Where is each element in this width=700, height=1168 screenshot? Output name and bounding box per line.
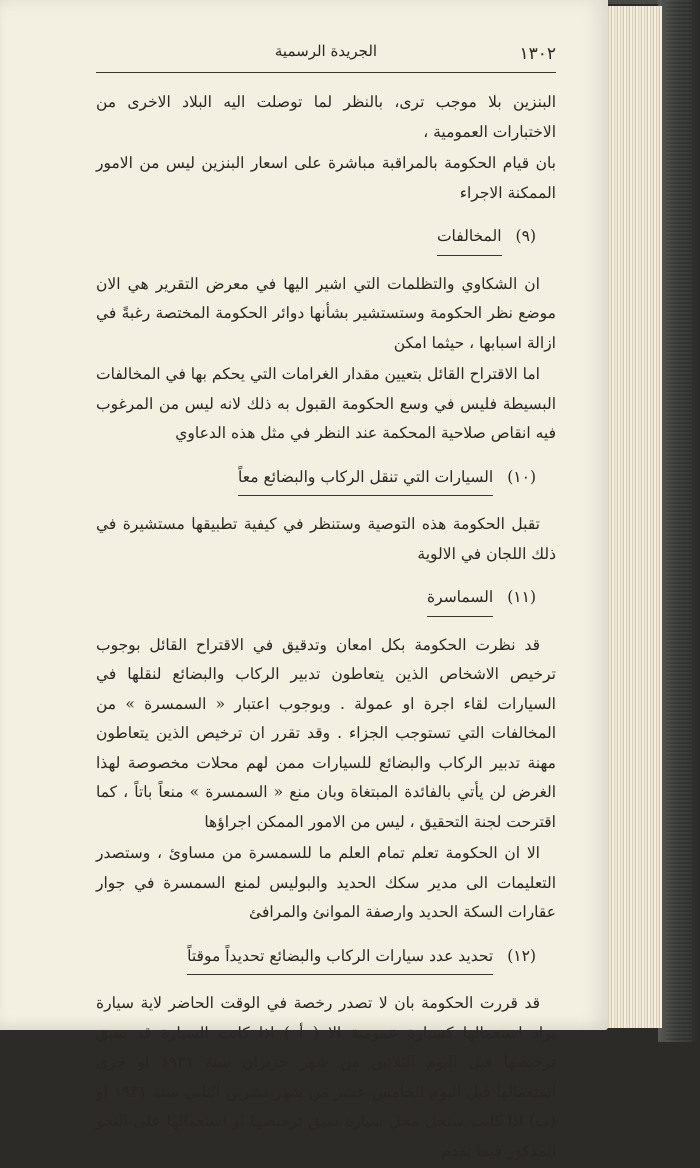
section-title: السيارات التي تنقل الركاب والبضائع معاً — [238, 463, 493, 497]
section-number: (١٠) — [507, 467, 536, 486]
intro-line: بان قيام الحكومة بالمراقبة مباشرة على اسعار البنزين ليس من الامور الممكنة الاجراء — [96, 154, 556, 202]
paragraph: اما الاقتراح القائل بتعيين مقدار الغرامات التي يحكم بها في المخالفات البسيطة فليس في وسع الحكومة القبول به ذلك لانه ليس من المرغوب فيه انقاص صلاحية المحكمة عند النظر في مثل هذه الدعاوي — [96, 365, 556, 442]
paragraph: ان الشكاوي والتظلمات التي اشير اليها في معرض التقرير هي الان موضع نظر الحكومة وستستشير بشأنها دوائر الحكومة المختصة رغبةً في ازالة اسبابها ، حيثما امكن — [96, 274, 556, 352]
paragraph: تقبل الحكومة هذه التوصية وستنظر في كيفية تطبيقها مستشيرة في ذلك اللجان في الالوية — [96, 515, 556, 563]
section-heading — [96, 222, 556, 256]
paragraph: قد نظرت الحكومة بكل امعان وتدقيق في الاقتراح القائل بوجوب ترخيص الاشخاص الذين يتعاطون تدبير الركاب والبضائع لنقلها في السيارات لقاء اجرة او عمولة . وبوجوب اعتبار « السمسرة » من المخالفات التي تستوجب الجزاء . وقد تقرر ان ترخيص الذين يتعاطون مهنة تدبير الركاب والبضائع للسيارات ممن لهم محلات مخصوصة لهذا الغرض لن يأتي بالفائدة المبتغاة وبان منع « السمسرة » منعاً باتاً ، كما اقترحت لجنة التحقيق ، ليس من الامور الممكن اجراؤها — [96, 635, 556, 831]
section-heading — [96, 583, 556, 617]
book-binding — [658, 0, 700, 1042]
page-edges — [600, 6, 662, 1028]
section-heading — [96, 463, 556, 497]
section-number: (١١) — [507, 588, 536, 606]
section-number: (٩) — [515, 227, 536, 245]
intro-line: البنزين بلا موجب ترى، بالنظر لما توصلت اليه البلاد الاخرى من الاختبارات العمومية ، — [96, 93, 556, 141]
section-heading — [96, 942, 556, 976]
section-title: المخالفات — [437, 222, 502, 256]
section-number: (١٢) — [507, 946, 536, 965]
header-rule — [96, 72, 556, 73]
page-body — [96, 88, 556, 1168]
paragraph: الا ان الحكومة تعلم تمام العلم ما للسمسرة من مساوئ ، وستصدر التعليمات الى مدير سكك الحديد والبوليس لمنع السمسرة في جوار عقارات السكة الحديد وارصفة الموانئ والمرافئ — [96, 844, 556, 921]
section-title: تحديد عدد سيارات الركاب والبضائع تحديداً موقتاً — [187, 942, 493, 976]
section-title: السماسرة — [427, 583, 493, 617]
page-number: ١٣٠٢ — [519, 44, 556, 64]
paragraph: قد قررت الحكومة بان لا تصدر رخصة في الوقت الحاضر لاية سيارة يراد استعمالها كسيارة عمومية الا ( أ ) اذا كانت السيارة قد سبق ترخيصها قبل اليوم الثلاثين من شهر حزيران سنة ١٩٣١ او جرى استعمالها قبل اليوم الخامس عشر من شهر تشرين الثاني سنة ١٩٣١ او (ب) اذا كانت ستحل محل سيارة سبق ترخيصها او استعمالها على النحو المذكور فيما تقدم — [96, 994, 557, 1160]
journal-title: الجريدة الرسمية — [274, 42, 378, 60]
running-header — [96, 44, 556, 74]
